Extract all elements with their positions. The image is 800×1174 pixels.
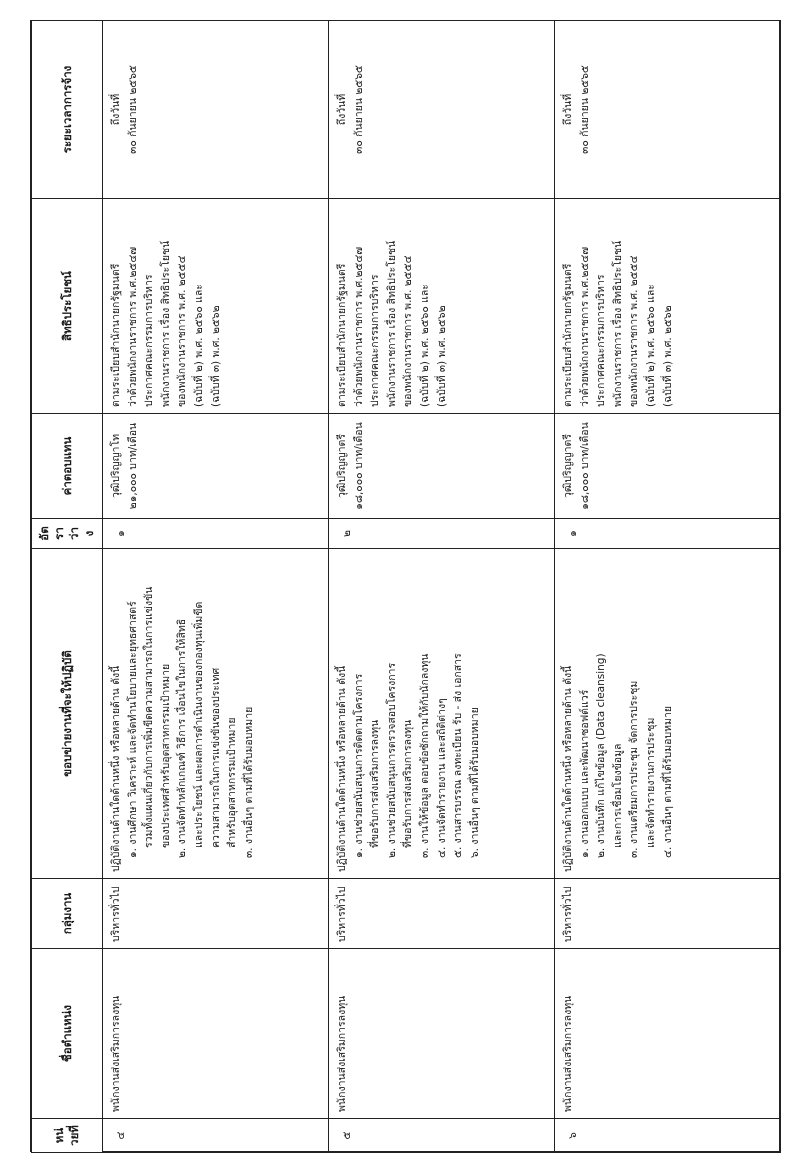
header-group: กลุ่มงาน xyxy=(32,879,103,949)
group-cell: บริหารทั่วไป xyxy=(103,879,329,949)
benefit-line: (ฉบับที่ ๓) พ.ศ. ๒๕๖๒ xyxy=(435,305,448,407)
duty-line: ๒. งานบันทึก แก้ไขข้อมูล (Data cleansing) xyxy=(595,653,608,858)
duty-cell xyxy=(103,549,329,879)
title-cell: พนักงานส่งเสริมการลงทุน xyxy=(555,949,781,1119)
duty-line: ๖. งานอื่นๆ ตามที่ได้รับมอบหมาย xyxy=(468,707,481,858)
benefit-line: พนักงานราชการ เรื่อง สิทธิประโยชน์ xyxy=(159,240,172,407)
unit-no-cell: ๔ xyxy=(103,1119,329,1153)
pay-cell xyxy=(555,414,781,519)
duty-line: ความสามารถในการแข่งขันของประเทศ xyxy=(209,667,222,848)
unit-no-cell: ๕ xyxy=(329,1119,555,1153)
benefit-line: พนักงานราชการ เรื่อง สิทธิประโยชน์ xyxy=(385,240,398,407)
pay-cell xyxy=(103,414,329,519)
header-count: อัตราว่าง xyxy=(32,519,103,549)
header-unit-no: หน่วยที่ xyxy=(32,1119,103,1153)
benefit-line: พนักงานราชการ เรื่อง สิทธิประโยชน์ xyxy=(611,240,624,407)
job-positions-table xyxy=(31,20,781,1153)
benefit-line: (ฉบับที่ ๓) พ.ศ. ๒๕๖๒ xyxy=(209,305,222,407)
benefit-line: ว่าด้วยพนักงานราชการ พ.ศ.๒๕๔๗ xyxy=(578,246,591,407)
header-period: ระยะเวลาการจ้าง xyxy=(32,21,103,199)
header-row xyxy=(32,21,103,1153)
benefit-line: ประกาศคณะกรรมการบริหาร xyxy=(595,274,608,407)
header-pay: ค่าตอบแทน xyxy=(32,414,103,519)
group-cell: บริหารทั่วไป xyxy=(555,879,781,949)
title-cell: พนักงานส่งเสริมการลงทุน xyxy=(329,949,555,1119)
duty-cell xyxy=(555,549,781,879)
unit-no-cell: ๖ xyxy=(555,1119,781,1153)
pay-degree: วุฒิปริญญาตรี xyxy=(562,434,574,498)
count-cell: ๑ xyxy=(103,519,329,549)
benefit-line: (ฉบับที่ ๒) พ.ศ. ๒๕๖๐ และ xyxy=(418,284,431,407)
duty-line: ๑. งานออกแบบ และพัฒนาซอฟต์แวร์ xyxy=(578,689,591,858)
period-cell xyxy=(329,21,555,199)
duty-line: ๒. งานช่วยสนับสนุนการตรวจสอบโครงการ xyxy=(385,662,398,858)
benefit-line: ตามระเบียบสำนักนายกรัฐมนตรี xyxy=(336,263,348,407)
pay-amount: ๑๘,๐๐๐ บาท/เดือน xyxy=(578,422,591,510)
duty-line: ปฏิบัติงานด้านใดด้านหนึ่ง หรือหลายด้าน ดังนี้ xyxy=(110,665,122,872)
duty-line: ๕. งานสารบรรณ ลงทะเบียน รับ - ส่ง เอกสาร xyxy=(452,653,465,858)
pay-degree: วุฒิปริญญาโท xyxy=(110,433,122,499)
period-line: ๓๐ กันยายน ๒๕๖๕ xyxy=(126,65,139,154)
header-benefits: สิทธิประโยชน์ xyxy=(32,199,103,414)
duty-line: ปฏิบัติงานด้านใดด้านหนึ่ง หรือหลายด้าน ดังนี้ xyxy=(562,665,574,872)
duty-line: ๒. งานจัดทำหลักเกณฑ์ วิธีการ เงื่อนไขในการให้สิทธิ xyxy=(176,618,189,858)
period-line: ถึงวันที่ xyxy=(562,93,574,126)
duty-cell xyxy=(329,549,555,879)
duty-line: ๑. งานช่วยสนับสนุนการติดตามโครงการ xyxy=(352,673,365,858)
benefit-line: ของพนักงานราชการ พ.ศ. ๒๕๕๔ xyxy=(628,255,641,407)
duty-line: และจัดทำรายงานการประชุม xyxy=(644,717,657,848)
pay-amount: ๒๑,๐๐๐ บาท/เดือน xyxy=(126,422,139,510)
benefit-line: ประกาศคณะกรรมการบริหาร xyxy=(369,274,382,407)
benefit-line: ประกาศคณะกรรมการบริหาร xyxy=(143,274,156,407)
duty-line: ๑. งานศึกษา วิเคราะห์ และจัดทำนโยบายและยุทธศาสตร์ xyxy=(126,601,139,858)
count-cell: ๑ xyxy=(555,519,781,549)
pay-cell xyxy=(329,414,555,519)
benefit-line: ตามระเบียบสำนักนายกรัฐมนตรี xyxy=(110,263,122,407)
duty-line: ของประเทศสำหรับอุตสาหกรรมเป้าหมาย xyxy=(159,663,172,848)
duty-line: ปฏิบัติงานด้านใดด้านหนึ่ง หรือหลายด้าน ดังนี้ xyxy=(336,665,348,872)
duty-line: ๔. งานอื่นๆ ตามที่ได้รับมอบหมาย xyxy=(661,705,674,858)
period-line: ๓๐ กันยายน ๒๕๖๕ xyxy=(578,65,591,154)
page-frame xyxy=(30,20,780,1152)
group-cell: บริหารทั่วไป xyxy=(329,879,555,949)
period-cell xyxy=(103,21,329,199)
benefits-cell xyxy=(329,199,555,414)
benefit-line: (ฉบับที่ ๓) พ.ศ. ๒๕๖๒ xyxy=(661,305,674,407)
pay-degree: วุฒิปริญญาตรี xyxy=(336,434,348,498)
duty-line: และประโยชน์ และผลการดำเนินงานของกองทุนเพิ่มขีด xyxy=(192,601,205,848)
duty-line: ๓. งานเตรียมการประชุม จัดการประชุม xyxy=(628,680,641,858)
period-line: ถึงวันที่ xyxy=(336,93,348,126)
table-row xyxy=(329,21,555,1153)
duty-line: ๓. งานให้ข้อมูล ตอบข้อซักถามให้กับนักลงทุน xyxy=(418,653,431,858)
benefit-line: (ฉบับที่ ๒) พ.ศ. ๒๕๖๐ และ xyxy=(192,284,205,407)
benefits-cell xyxy=(103,199,329,414)
table-row xyxy=(555,21,781,1153)
benefit-line: ว่าด้วยพนักงานราชการ พ.ศ.๒๕๔๗ xyxy=(126,246,139,407)
benefit-line: (ฉบับที่ ๒) พ.ศ. ๒๕๖๐ และ xyxy=(644,284,657,407)
period-line: ๓๐ กันยายน ๒๕๖๕ xyxy=(352,65,365,154)
rotated-table-canvas xyxy=(31,21,781,1153)
table-row xyxy=(103,21,329,1153)
duty-line: ที่ขอรับการส่งเสริมการลงทุน xyxy=(402,719,415,848)
pay-amount: ๑๘,๐๐๐ บาท/เดือน xyxy=(352,422,365,510)
period-line: ถึงวันที่ xyxy=(110,93,122,126)
count-cell: ๒ xyxy=(329,519,555,549)
period-cell xyxy=(555,21,781,199)
duty-line: รวมทั้งแผนเกี่ยวกับการเพิ่มขีดความสามารถในการแข่งขัน xyxy=(143,586,156,848)
benefit-line: ตามระเบียบสำนักนายกรัฐมนตรี xyxy=(562,263,574,407)
benefit-line: ว่าด้วยพนักงานราชการ พ.ศ.๒๕๔๗ xyxy=(352,246,365,407)
benefits-cell xyxy=(555,199,781,414)
duty-line: ๔. งานจัดทำรายงาน และสถิติต่างๆ xyxy=(435,698,448,858)
benefit-line: ของพนักงานราชการ พ.ศ. ๒๕๕๔ xyxy=(402,255,415,407)
duty-line: ที่ขอรับการส่งเสริมการลงทุน xyxy=(369,719,382,848)
header-title: ชื่อตำแหน่ง xyxy=(32,949,103,1119)
duty-line: ๓. งานอื่นๆ ตามที่ได้รับมอบหมาย xyxy=(242,706,255,858)
header-duty: ขอบข่ายงานที่จะให้ปฏิบัติ xyxy=(32,549,103,879)
title-cell: พนักงานส่งเสริมการลงทุน xyxy=(103,949,329,1119)
benefit-line: ของพนักงานราชการ พ.ศ. ๒๕๕๔ xyxy=(176,255,189,407)
duty-line: และการเชื่อมโยงข้อมูล xyxy=(611,743,624,848)
duty-line: สำหรับอุตสาหกรรมเป้าหมาย xyxy=(226,717,239,848)
table-body xyxy=(103,21,781,1153)
